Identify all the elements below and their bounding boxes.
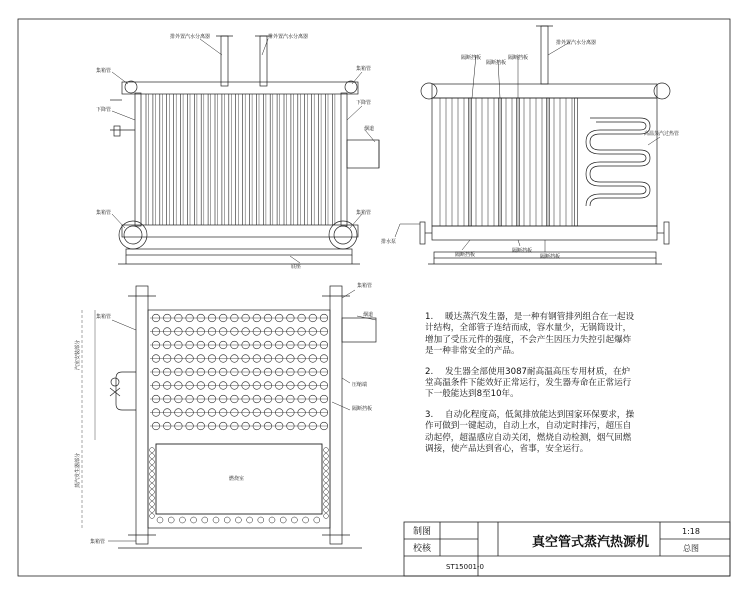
furnace-wall-tube [150,478,155,483]
side-label-superheater: 高温蒸汽过热管 [644,131,680,137]
note-1 [425,312,637,358]
furnace-floor-tube [224,517,230,523]
drawing-number: ST15001-0 [446,563,484,571]
side-label-baffle-bottom-1: 隔断挡板 [455,252,476,258]
front-label-header-right: 集箱管 [356,66,372,72]
front-label-separator-right: 排外置汽水分离器 [268,34,309,40]
notes-block [425,312,637,464]
furnace-wall-tube [150,448,155,453]
furnace-wall-tube [150,454,155,459]
section-label-header-left: 集箱管 [96,314,112,320]
furnace-floor-tube [202,517,208,523]
furnace-wall-tube [324,466,329,471]
front-label-downcomer-right: 下降管 [356,100,372,106]
title-drawn-label: 制图 [413,527,432,537]
furnace-floor-tube [269,517,275,523]
furnace-wall-tube [150,460,155,465]
note-3 [425,410,637,456]
drawing-sheet-type: 总图 [683,544,699,553]
furnace-floor-tube [303,517,309,523]
front-label-header-top: 集箱管 [96,68,112,74]
side-baffle [575,98,578,226]
front-label-flue: 烟道 [364,126,375,132]
front-label-base: 底座 [291,264,302,270]
section-label-baffle: 隔断挡板 [352,406,373,412]
furnace-floor-tube [247,517,253,523]
sheet-border [18,19,730,576]
furnace-floor-tube [235,517,241,523]
side-label-baffle-top-2: 隔断挡板 [486,60,507,66]
title-checked-label: 校核 [413,544,432,554]
side-label-baffle-bottom-3: 隔断挡板 [540,254,561,260]
furnace-wall-tube [324,490,329,495]
front-label-header-bottom-right: 集箱管 [356,210,372,216]
furnace-wall-tube [150,502,155,507]
furnace-floor-tube [191,517,197,523]
furnace-wall-tube [150,514,155,519]
side-label-water-pump: 排水泵 [381,239,397,245]
drawing-title: 真空管式蒸汽热源机 [532,535,650,550]
note-2 [425,367,637,401]
furnace-wall-tube [324,502,329,507]
furnace-floor-tube [314,517,320,523]
furnace-wall-tube [324,484,329,489]
furnace-wall-tube [150,496,155,501]
side-label-baffle-top-3: 隔断挡板 [508,55,529,61]
front-label-downcomer-left: 下降管 [96,107,112,113]
drawing-scale: 1:18 [682,527,700,536]
furnace-wall-tube [150,472,155,477]
furnace-floor-tube [179,517,185,523]
side-label-baffle-bottom-2: 隔断挡板 [512,248,533,254]
section-label-header-top: 集箱管 [357,283,373,289]
section-label-header-bottom: 集箱管 [90,539,106,545]
note-3-number: 3. [425,409,434,420]
side-label-baffle-top-1: 隔断挡板 [461,55,482,61]
note-1-number: 1. [425,312,434,322]
side-label-separator: 排外置汽水分离器 [556,40,597,46]
furnace-wall-tube [324,478,329,483]
furnace-wall-tube [324,508,329,513]
note-2-text: 发生器全部使用3087耐高温高压专用材质，在炉堂高温条件下能效好正常运行，发生器寿命在正常运行下一般能达到8至10年。 [425,366,632,400]
furnace-wall-tube [324,496,329,501]
furnace-wall-tube [324,448,329,453]
furnace-wall-tube [324,514,329,519]
furnace-wall-tube [150,466,155,471]
furnace-floor-tube [258,517,264,523]
section-label-flue: 烟道 [363,312,374,318]
furnace-wall-tube [324,460,329,465]
furnace-floor-tube [280,517,286,523]
section-label-water-zone: 蒸汽发生器部分 [75,452,81,488]
section-label-furnace: 燃烧室 [229,476,245,482]
front-label-separator-left: 排外置汽水分离器 [170,34,211,40]
note-1-text: 暖达蒸汽发生器，是一种有钢管排列组合在一起设计结构，全部管子连结而成，容水量少，无锅筒设计，增加了受压元件的强度，不会产生因压力失控引起爆炸是一种非常安全的产品。 [425,312,635,357]
note-2-number: 2. [425,366,434,377]
furnace-wall-tube [150,490,155,495]
furnace-wall-tube [150,484,155,489]
furnace-floor-tube [213,517,219,523]
section-label-steam-zone: 汽室安装部分 [75,339,81,370]
side-view [395,26,670,264]
furnace-wall-tube [324,472,329,477]
front-label-header-bottom-left: 集箱管 [96,210,112,216]
furnace-floor-tube [291,517,297,523]
furnace-floor-tube [168,517,174,523]
furnace-wall-tube [324,454,329,459]
note-3-text: 自动化程度高，低氮排放能达到国家环保要求，操作可做到一键起动，自动上水，自动定时排污，超压自动起停，超温感应自动关闭，燃烧自动检测，烟气回燃调接，使产品达到省心，省事，安全运行。 [425,409,635,455]
furnace-floor-tube [157,517,163,523]
furnace-wall-tube [150,508,155,513]
section-label-compressor: 压缩端 [352,382,368,388]
section-view [82,286,376,548]
front-view [110,36,379,264]
